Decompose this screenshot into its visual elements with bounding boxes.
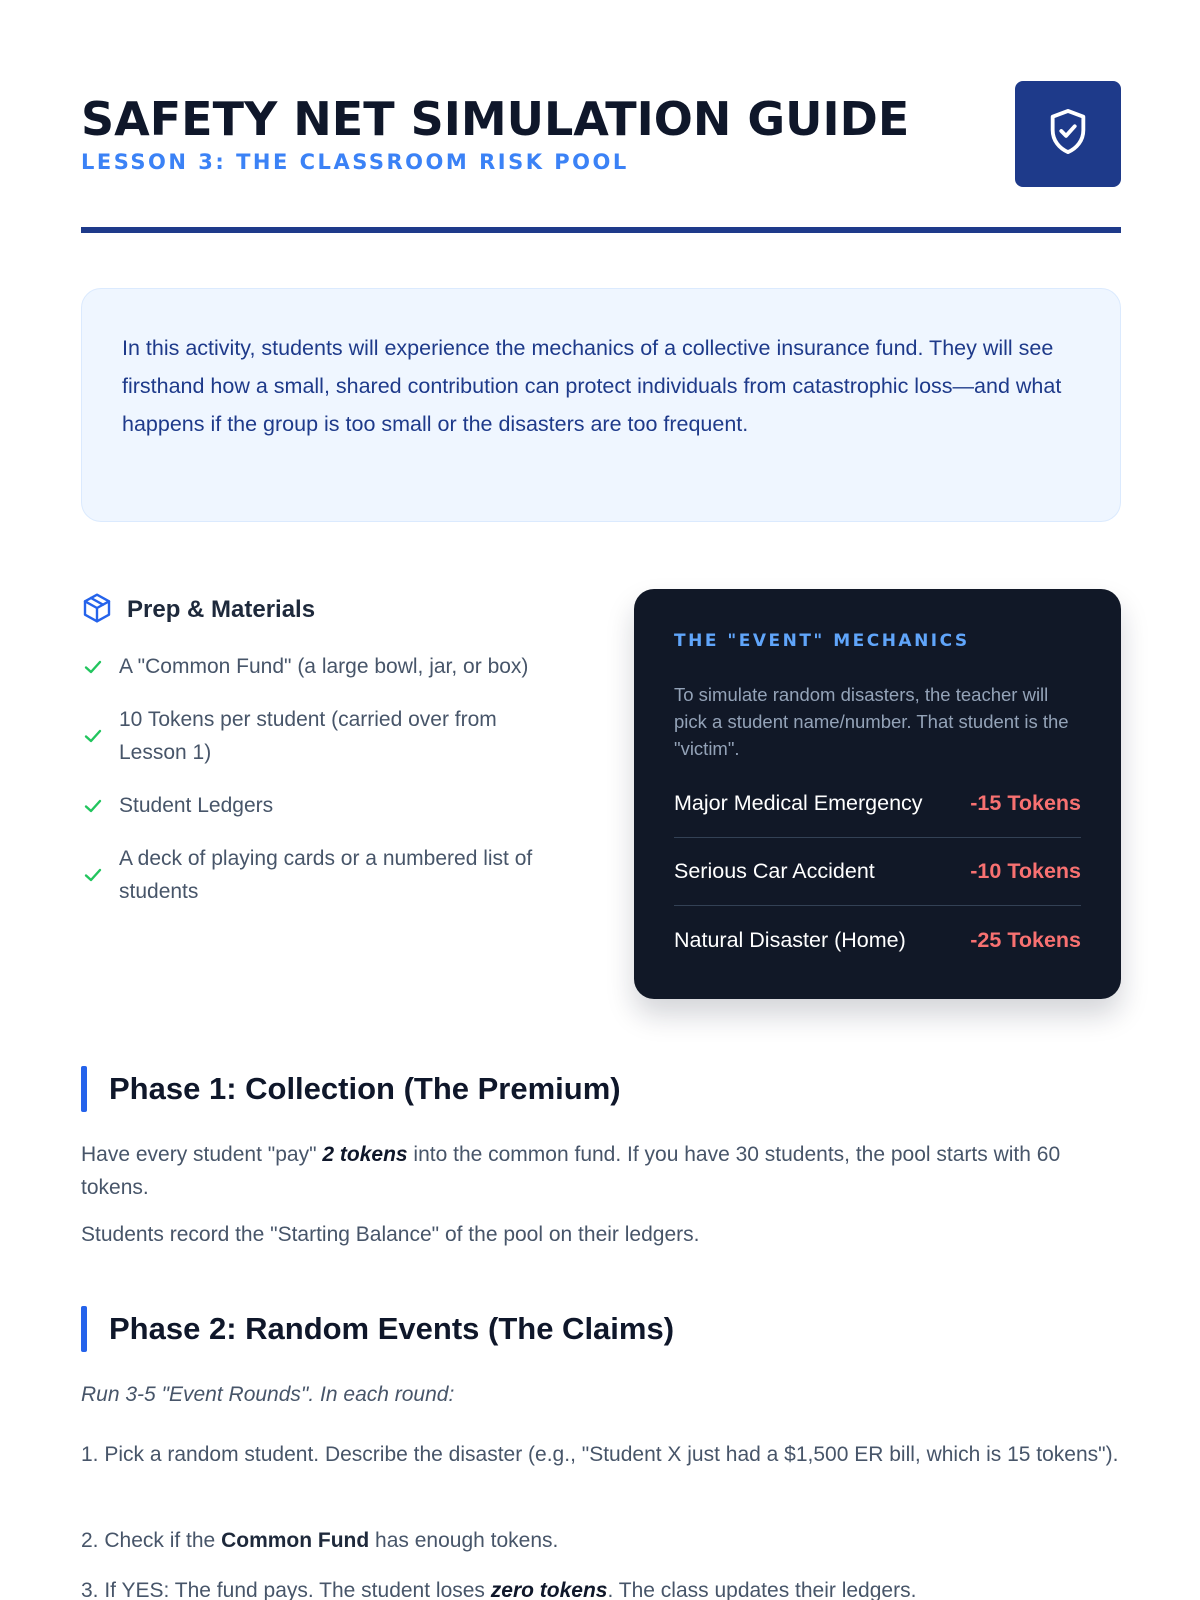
list-item [81, 703, 561, 769]
phase-2-heading: Phase 2: Random Events (The Claims) [109, 1311, 675, 1346]
emphasis-text: 2 tokens [322, 1143, 408, 1166]
intro-box [81, 288, 1121, 522]
materials-section [81, 592, 561, 928]
emphasis-text: zero tokens [490, 1579, 608, 1600]
phase-1-note: Students record the "Starting Balance" of the pool on their ledgers. [81, 1223, 700, 1246]
phase-2-heading-row [81, 1306, 674, 1352]
check-icon [81, 655, 109, 679]
header-divider [81, 227, 1121, 233]
page-title: SAFETY NET SIMULATION GUIDE [81, 92, 910, 146]
list-item [81, 789, 561, 822]
material-item-text: A deck of playing cards or a numbered list of students [119, 847, 533, 903]
phase-2-step-2 [81, 1524, 1121, 1557]
check-icon [81, 724, 109, 748]
header [81, 0, 1121, 234]
phase-1-heading: Phase 1: Collection (The Premium) [109, 1071, 621, 1106]
phase-accent-bar [81, 1066, 87, 1112]
event-card-title: THE "EVENT" MECHANICS [674, 631, 970, 651]
phase-1-heading-row [81, 1066, 621, 1112]
event-row [674, 906, 1081, 974]
check-icon [81, 794, 109, 818]
page-subtitle: LESSON 3: THE CLASSROOM RISK POOL [81, 150, 629, 174]
text-run: . The class updates their ledgers. [607, 1579, 917, 1600]
intro-text: In this activity, students will experience the mechanics of a collective insurance fund. They will see firsthand how a small, shared contribution can protect individuals from catastrophic loss—and what happens if the group is too small or the disasters are too frequent. [122, 336, 1062, 436]
event-cost: -10 Tokens [970, 859, 1081, 883]
phase-2-intro: Run 3-5 "Event Rounds". In each round: [81, 1383, 455, 1406]
text-run: Have every student "pay" [81, 1143, 323, 1166]
text-run: 3. If YES: The fund pays. The student loses [81, 1579, 491, 1600]
phase-2-step-3 [81, 1574, 1121, 1600]
event-cost: -25 Tokens [970, 927, 1081, 952]
text-run: 2. Check if the [81, 1529, 222, 1552]
text-run: into the common fund. If you have 30 students, the pool starts with 60 tokens. [81, 1143, 1061, 1199]
event-mechanics-card [634, 589, 1121, 999]
shield-check-icon [1045, 107, 1091, 162]
event-cost: -15 Tokens [970, 791, 1081, 815]
event-list [674, 770, 1081, 974]
material-item-text: 10 Tokens per student (carried over from Lesson 1) [119, 708, 497, 764]
event-card-description: To simulate random disasters, the teacher will pick a student name/number. That student is the "victim". [674, 684, 1069, 759]
package-icon [81, 592, 113, 629]
materials-heading: Prep & Materials [127, 596, 316, 623]
phase-1-paragraph [81, 1138, 1121, 1204]
event-row [674, 838, 1081, 906]
bold-text: Common Fund [221, 1529, 370, 1552]
event-row [674, 770, 1081, 838]
materials-heading-row [81, 592, 561, 628]
event-name: Serious Car Accident [674, 859, 875, 883]
phase-accent-bar [81, 1306, 87, 1352]
material-item-text: Student Ledgers [119, 794, 274, 817]
material-item-text: A "Common Fund" (a large bowl, jar, or box) [119, 655, 529, 678]
phase-2-step-1: 1. Pick a random student. Describe the disaster (e.g., "Student X just had a $1,500 ER bill, which is 15 tokens"). [81, 1443, 1119, 1466]
list-item [81, 650, 561, 683]
event-name: Natural Disaster (Home) [674, 927, 906, 952]
materials-list [81, 650, 561, 908]
guide-page [81, 0, 1121, 1600]
list-item [81, 842, 561, 908]
check-icon [81, 863, 109, 887]
shield-badge [1015, 81, 1121, 187]
text-run: has enough tokens. [369, 1529, 559, 1552]
event-name: Major Medical Emergency [674, 791, 923, 815]
